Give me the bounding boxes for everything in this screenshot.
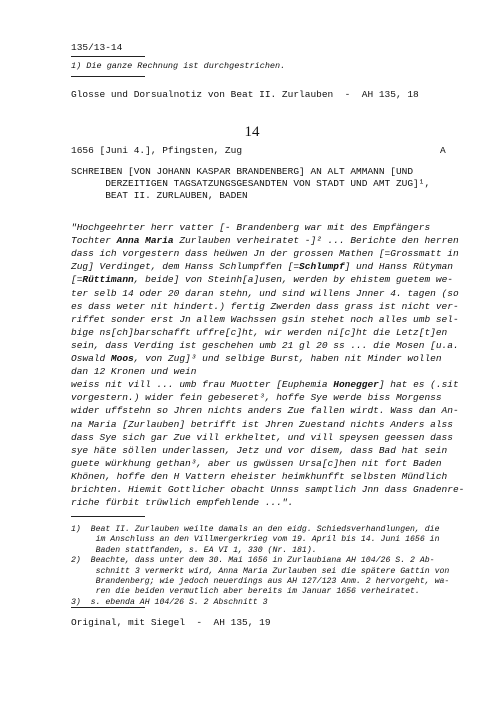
footnote-line: 3) s. ebenda AH 104/26 S. 2 Abschnitt 3: [71, 597, 268, 607]
body-line: [71, 497, 293, 508]
body-line: [71, 458, 442, 469]
text-run: weiss nit vill ... umb frau Muotter [Euphemia: [71, 379, 334, 391]
body-line: [71, 222, 430, 233]
text-run: Tochter: [71, 235, 117, 247]
text-run: dan 12 Kronen und wein: [71, 366, 197, 378]
glosse-note: Glosse und Dorsualnotiz von Beat II. Zurlauben - AH 135, 18: [71, 89, 419, 100]
body-line: [71, 274, 453, 285]
footnote-line: ren die beiden vermutlich aber bereits im Januar 1656 verheiratet.: [71, 587, 420, 597]
text-run: sye häte söllen underlassen, Jetz und vor disem, dass Bad hat sein: [71, 444, 448, 456]
footnote-line: 2) Beachte, dass unter dem 30. Mai 1656 in Zurlaubiana AH 104/26 S. 2 Ab-: [71, 556, 435, 566]
bold-name: Honegger: [333, 379, 379, 391]
footnote-divider: [71, 607, 145, 608]
body-line: [71, 405, 459, 416]
footnote-line: Baden stattfanden, s. EA VI 1, 330 (Nr. 181).: [71, 545, 317, 555]
text-run: bige ns[ch]barschafft uffre[c]ht, wir werden ni[c]ht die Letz[t]en: [71, 326, 448, 338]
body-line: [71, 288, 459, 299]
body-line: [71, 484, 464, 495]
text-run: [=: [71, 274, 83, 286]
document-heading: BEAT II. ZURLAUBEN, BADEN: [71, 190, 248, 201]
text-run: ] und Hanss Rütyman: [344, 261, 453, 273]
body-line: [71, 235, 459, 246]
original-note: Original, mit Siegel - AH 135, 19: [71, 617, 271, 628]
text-run: es dass weter nit hindert.) fertig Zwerden dass grass ist nicht ver-: [71, 300, 459, 312]
page-number: 14: [244, 124, 260, 140]
text-run: riffet sonder erst Jn allem Wachssen gsin stehet noch alles umb sel-: [71, 313, 459, 325]
text-run: Zurlauben verheiratet -]² ... Berichte den herren: [173, 235, 459, 247]
body-line: [71, 340, 459, 351]
bold-name: Rüttimann: [82, 274, 134, 286]
text-run: , von Zug]³ und selbige Burst, haben nit Minder wollen: [133, 353, 442, 364]
body-line: [71, 445, 447, 456]
text-run: Zug] Verdinget, dem Hanss Schlumpffen [=: [71, 261, 300, 273]
text-run: dass Sye sich gar Zue vill erkheltet, und vill speysen geessen dass: [71, 431, 453, 443]
document-heading: DERZEITIGEN TAGSATZUNGSGESANDTEN VON STADT UND AMT ZUG]¹,: [71, 178, 431, 189]
top-footnote: 1) Die ganze Rechnung ist durchgestrichen.: [71, 61, 286, 71]
text-run: , beide] von Steinh[a]usen, werden by ehistem guetem we-: [133, 274, 453, 286]
date-line: 1656 [Juni 4.], Pfingsten, Zug: [71, 145, 243, 156]
body-line: [71, 261, 453, 272]
footnote-divider: [71, 76, 145, 77]
text-run: vorgestern.) wider fein gebeseret³, hoffe Sye werde biss Morgenss: [71, 392, 442, 404]
text-run: guete würkhung gethan³, aber us gwüssen Ursa[c]hen nit fort Baden: [71, 457, 442, 469]
bold-name: Schlumpf: [299, 261, 345, 273]
body-line: [71, 419, 453, 430]
body-line: [71, 327, 447, 338]
body-line: [71, 392, 442, 403]
body-line: [71, 432, 453, 443]
body-line: [71, 471, 447, 482]
footnote-line: schnitt 3 vermerkt wird, Anna Maria Zurlauben sei die spätere Gattin von: [71, 566, 450, 576]
text-run: Oswald: [71, 353, 111, 364]
bold-name: Moos: [110, 353, 134, 364]
text-run: na Maria [Zurlauben] betrifft ist Jhren Zuestand nichts Anders alss: [71, 418, 453, 430]
footnote-divider: [71, 516, 145, 517]
body-line: [71, 248, 459, 259]
text-run: riche fürbit trüwlich empfehlende ...".: [71, 497, 294, 509]
document-heading: SCHREIBEN [VON JOHANN KASPAR BRANDENBERG] AN ALT AMMANN [UND: [71, 166, 414, 177]
section-letter: A: [440, 145, 446, 156]
archive-reference: 135/13-14: [71, 42, 123, 53]
body-line: [71, 379, 459, 390]
body-line: [71, 353, 442, 364]
body-line: [71, 301, 459, 312]
body-line: [71, 314, 459, 325]
footnote-divider: [71, 56, 145, 57]
footnote-line: 1) Beat II. Zurlauben weilte damals an den eidg. Schiedsverhandlungen, die: [71, 525, 440, 534]
bold-name: Anna Maria: [116, 235, 174, 247]
text-run: ] hat es (.sit: [378, 379, 459, 391]
text-run: Khönen, hoffe den H Vattern eheister heimkhunfft selbsten Mündlich: [71, 470, 448, 482]
text-run: brichten. Hiemit Gottlicher obacht Unnss samptlich Jnn dass Gnadenre-: [71, 484, 465, 495]
text-run: "Hochgeehrter herr vatter [- Brandenberg war mit des Empfängers: [71, 222, 431, 233]
text-run: sein, dass Verding ist geschehen umb 21 gl 20 ss ... die Mosen [u.a.: [71, 339, 459, 351]
text-run: wider uffstehn so Jhren nichts anders Zue fallen wirdt. Wass dan An-: [71, 405, 459, 417]
footnote-line: Brandenberg; wie jedoch neuerdings aus AH 127/123 Anm. 2 hervorgeht, wa-: [71, 577, 450, 586]
text-run: ter selb 14 oder 20 daran stehn, und sind willens Jnner 4. tagen (so: [71, 287, 459, 299]
body-line: [71, 366, 196, 377]
text-run: dass ich vorgestern dass heüwen Jn der grossen Mathen [=Grossmatt in: [71, 248, 459, 260]
footnote-line: im Anschluss an den Villmergerkrieg vom 19. April bis 14. Juni 1656 in: [71, 535, 440, 545]
